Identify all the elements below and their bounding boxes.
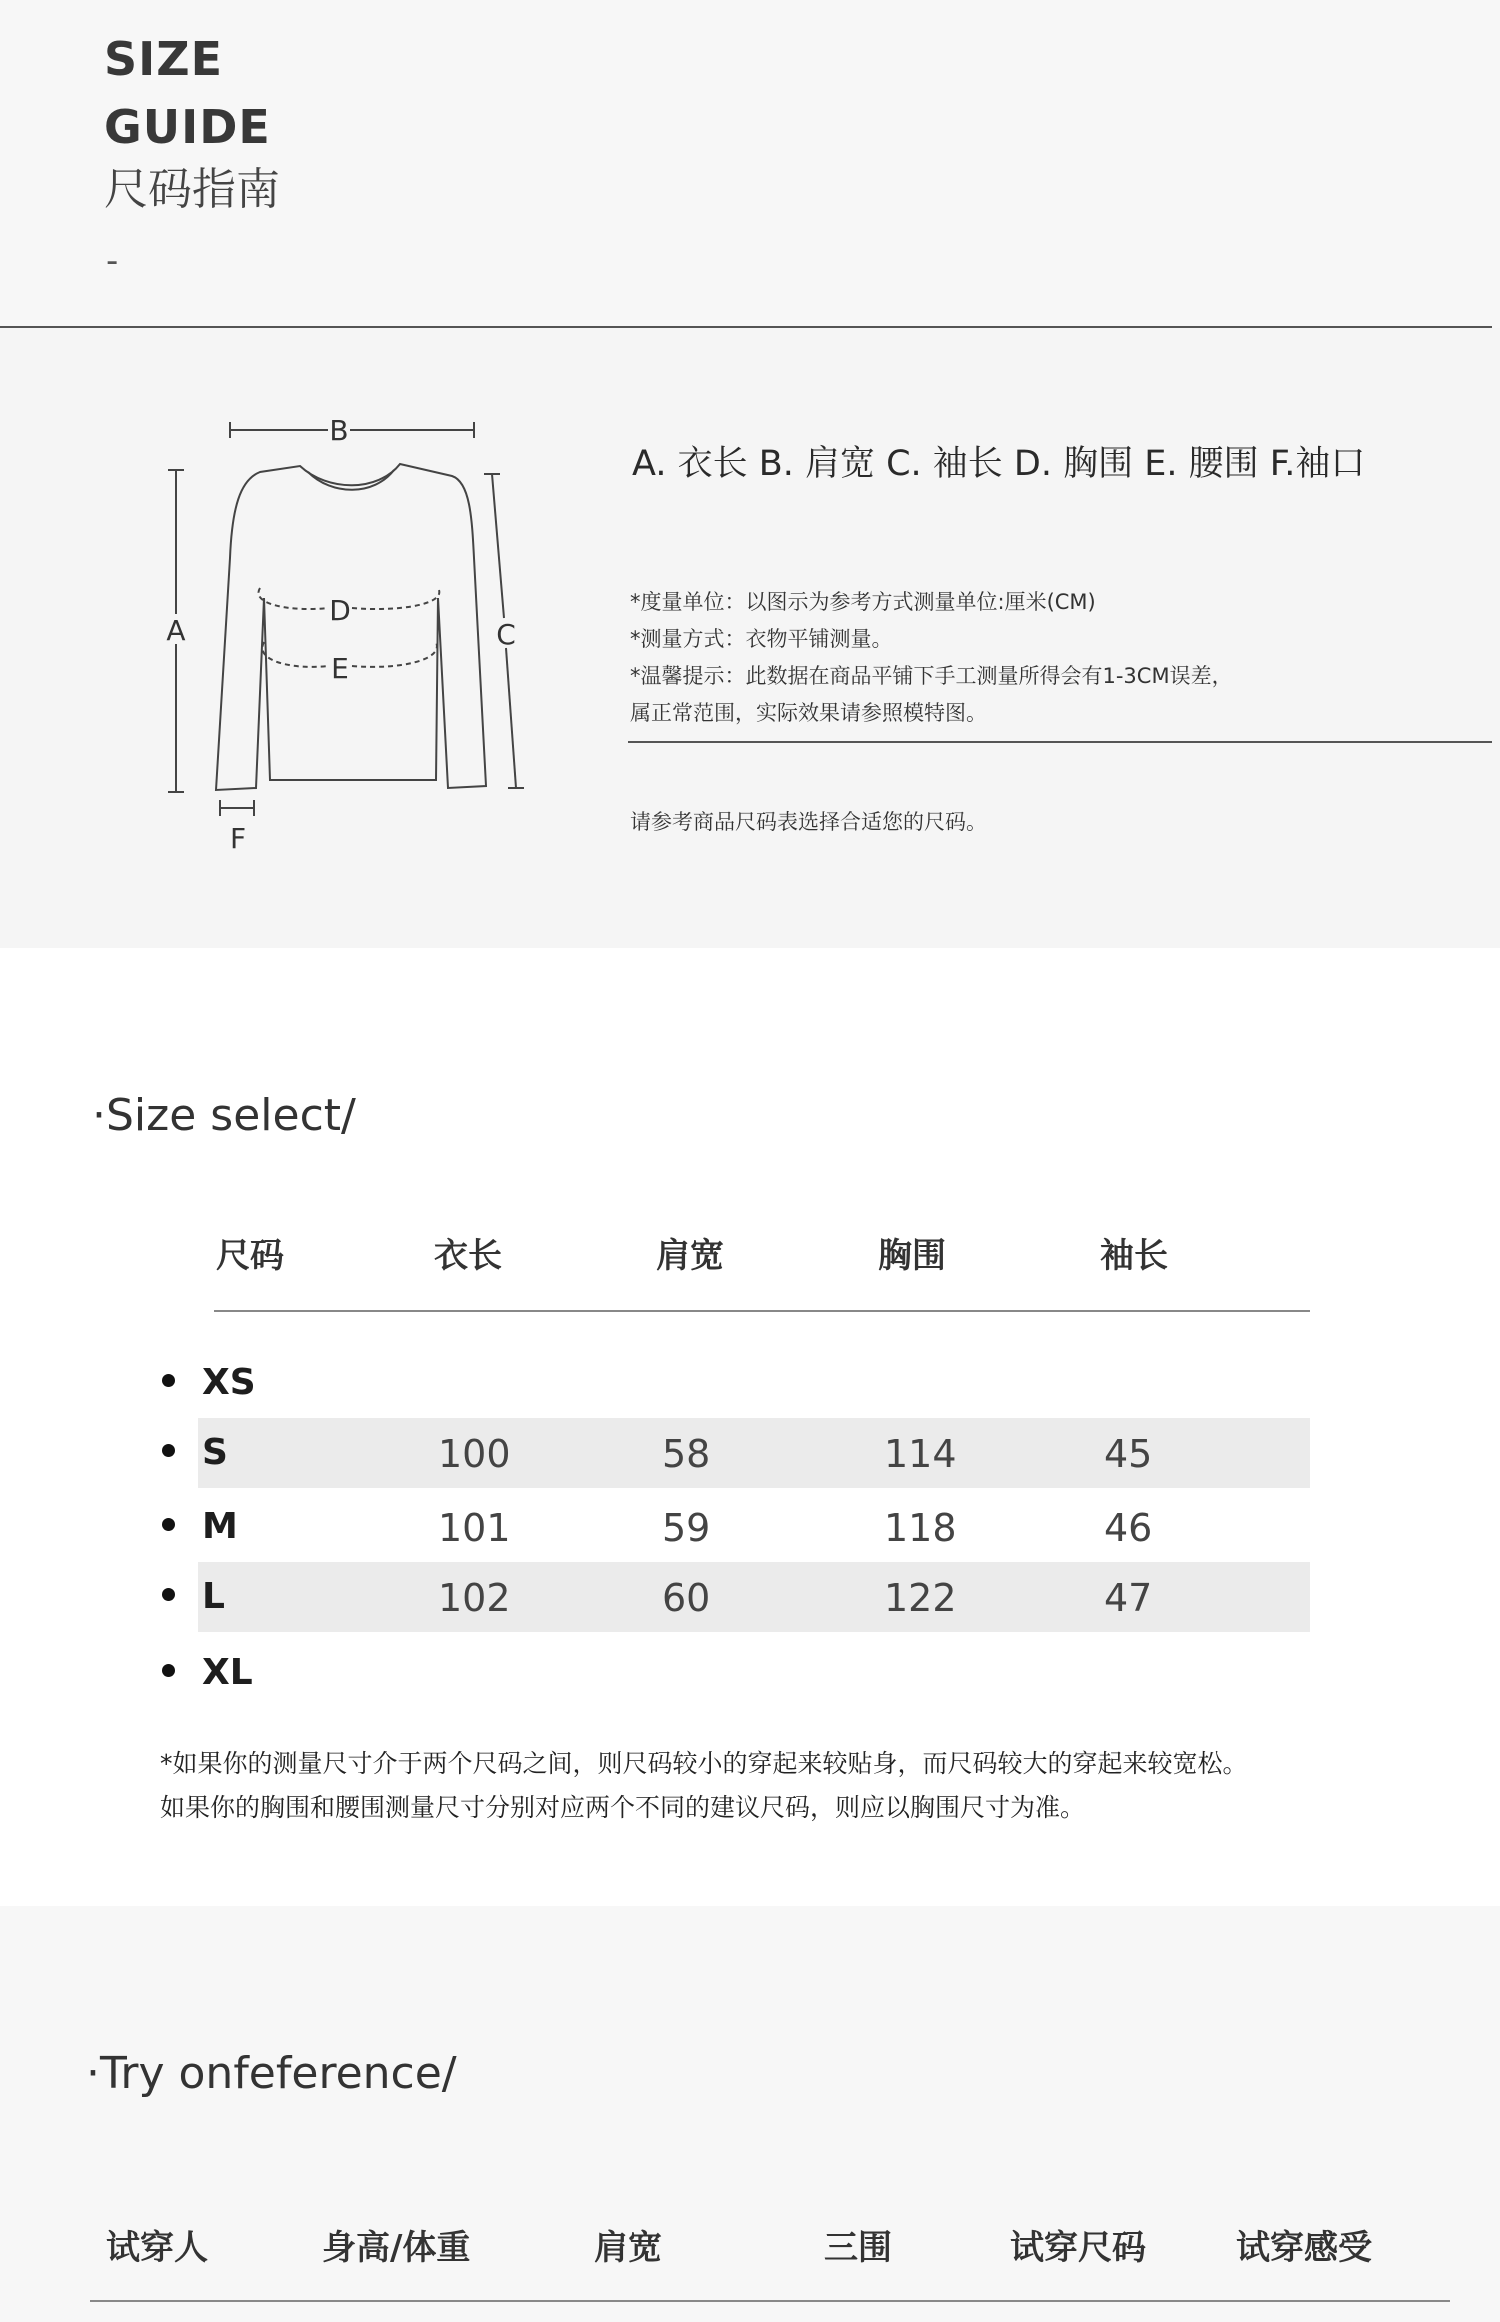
cell-chest: 118: [884, 1506, 957, 1550]
try-th-size: 试穿尺码: [1010, 2228, 1146, 2268]
th-chest: 胸围: [878, 1236, 946, 1276]
bullet-icon: [162, 1518, 175, 1531]
waist-curve: [262, 642, 328, 667]
size-label: XL: [202, 1652, 253, 1693]
th-sleeve: 袖长: [1100, 1236, 1168, 1276]
th-size: 尺码: [216, 1236, 284, 1276]
title-cn: 尺码指南: [104, 164, 280, 215]
note-unit: *度量单位：以图示为参考方式测量单位:厘米(CM): [630, 590, 1096, 614]
try-th-person: 试穿人: [106, 2228, 208, 2268]
note-tip-cont: 属正常范围，实际效果请参照模特图。: [630, 701, 987, 725]
title-size: SIZE: [104, 32, 224, 86]
size-label: M: [202, 1506, 238, 1547]
size-refer-note: 请参考商品尺码表选择合适您的尺码。: [630, 810, 987, 834]
bullet-icon: [162, 1444, 175, 1457]
shirt-outline: [216, 464, 486, 790]
size-label: S: [202, 1432, 228, 1473]
table-header-divider: [214, 1310, 1310, 1312]
label-a: A: [166, 614, 186, 647]
try-th-height-weight: 身高/体重: [322, 2228, 471, 2268]
bullet-icon: [162, 1374, 175, 1387]
table-row: [0, 1638, 1500, 1708]
try-on-title: ·Try onfeference/: [86, 2048, 457, 2099]
shirt-measurement-diagram: [150, 408, 550, 878]
size-label: XS: [202, 1362, 256, 1403]
bullet-icon: [162, 1664, 175, 1677]
note-method: *测量方式：衣物平铺测量。: [630, 627, 893, 651]
table-row: [0, 1418, 1500, 1488]
size-guide-header: [0, 0, 1500, 328]
label-c: C: [496, 618, 516, 651]
measurement-legend: A. 衣长 B. 肩宽 C. 袖长 D. 胸围 E. 腰围 F.袖口: [632, 444, 1366, 484]
cell-shoulder: 60: [662, 1576, 711, 1620]
waist-curve-right: [352, 642, 437, 667]
c-line-bottom: [506, 648, 516, 788]
label-f: F: [229, 822, 247, 855]
title-dash: -: [106, 241, 119, 281]
notes-divider: [628, 741, 1492, 743]
c-line-top: [492, 474, 504, 618]
note-tip: *温馨提示：此数据在商品平铺下手工测量所得会有1-3CM误差，: [630, 664, 1233, 688]
chest-curve-right: [352, 588, 439, 609]
th-shoulder: 肩宽: [656, 1236, 724, 1276]
try-th-measurements: 三围: [824, 2228, 892, 2268]
cell-length: 101: [438, 1506, 511, 1550]
measurement-notes: [630, 584, 1233, 732]
cell-length: 102: [438, 1576, 511, 1620]
label-e: E: [331, 652, 349, 685]
cell-chest: 114: [884, 1432, 957, 1476]
footnote-1: *如果你的测量尺寸介于两个尺码之间，则尺码较小的穿起来较贴身，而尺码较大的穿起来较宽松。: [160, 1749, 1248, 1778]
cell-sleeve: 45: [1104, 1432, 1153, 1476]
label-d: D: [329, 594, 351, 627]
try-on-divider: [90, 2300, 1450, 2302]
th-length: 衣长: [434, 1236, 502, 1276]
try-th-shoulder: 肩宽: [594, 2228, 662, 2268]
cell-chest: 122: [884, 1576, 957, 1620]
table-row: [0, 1492, 1500, 1562]
measurement-diagram-section: [0, 328, 1500, 948]
cell-shoulder: 59: [662, 1506, 711, 1550]
chest-curve: [258, 588, 328, 609]
cell-sleeve: 46: [1104, 1506, 1153, 1550]
label-b: B: [329, 414, 349, 447]
cell-length: 100: [438, 1432, 511, 1476]
table-row: [0, 1562, 1500, 1632]
bullet-icon: [162, 1588, 175, 1601]
cell-shoulder: 58: [662, 1432, 711, 1476]
size-footnotes: [160, 1742, 1248, 1830]
try-th-feeling: 试穿感受: [1236, 2228, 1372, 2268]
cell-sleeve: 47: [1104, 1576, 1153, 1620]
size-label: L: [202, 1576, 225, 1617]
footnote-2: 如果你的胸围和腰围测量尺寸分别对应两个不同的建议尺码，则应以胸围尺寸为准。: [160, 1793, 1086, 1822]
title-guide: GUIDE: [104, 100, 271, 154]
table-row: [0, 1348, 1500, 1418]
size-select-title: ·Size select/: [92, 1090, 356, 1141]
